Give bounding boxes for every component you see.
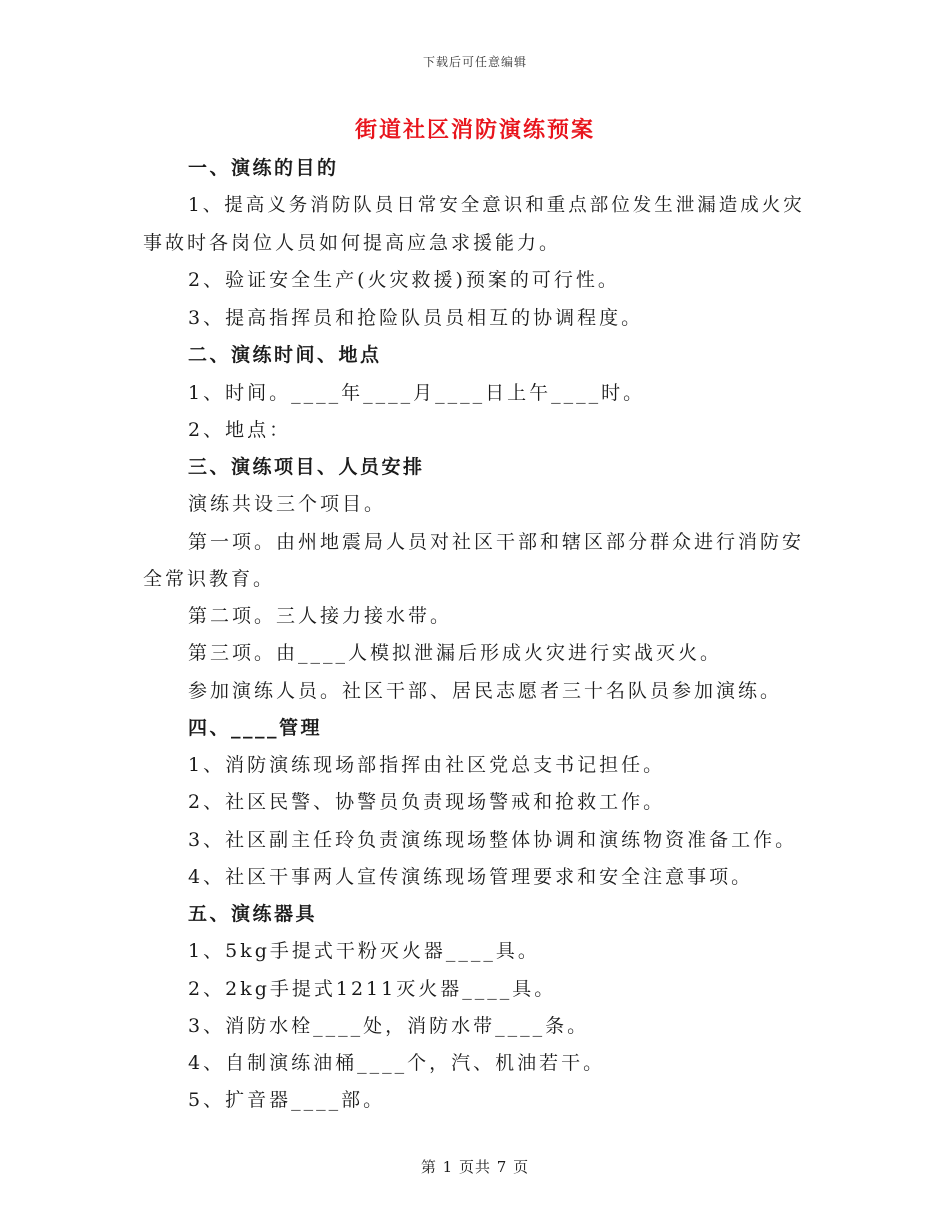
paragraph-line: 2、验证安全生产(火灾救援)预案的可行性。 [188,269,620,291]
paragraph-line: 事故时各岗位人员如何提高应急求援能力。 [143,232,562,254]
paragraph-line: 1、提高义务消防队员日常安全意识和重点部位发生泄漏造成火灾 [188,195,805,216]
paragraph-line: 3、提高指挥员和抢险队员员相互的协调程度。 [188,307,644,329]
section-heading: 四、____管理 [188,717,323,739]
paragraph-line: 2、社区民警、协警员负责现场警戒和抢救工作。 [188,791,666,813]
paragraph-line: 3、消防水栓____处，消防水带____条。 [188,1015,590,1037]
paragraph-line: 全常识教育。 [143,568,276,590]
paragraph-line: 3、社区副主任玲负责演练现场整体协调和演练物资准备工作。 [188,829,798,851]
paragraph-line: 第二项。三人接力接水带。 [188,605,453,627]
section-heading: 五、演练器具 [188,903,318,925]
paragraph-line: 参加演练人员。社区干部、居民志愿者三十名队员参加演练。 [188,680,783,702]
document-title: 街道社区消防演练预案 [354,117,595,143]
section-heading: 一、演练的目的 [188,157,339,179]
paragraph-line: 4、社区干事两人宣传演练现场管理要求和安全注意事项。 [188,866,754,888]
paragraph-line: 演练共设三个项目。 [188,493,387,515]
section-heading: 二、演练时间、地点 [188,344,382,366]
paragraph-line: 第一项。由州地震局人员对社区干部和辖区部分群众进行消防安 [188,531,805,553]
paragraph-line: 2、地点： [188,419,292,441]
page-number-footer: 第 1 页共 7 页 [420,1158,530,1176]
paragraph-line: 1、消防演练现场部指挥由社区党总支书记担任。 [188,754,666,776]
paragraph-line: 第三项。由____人模拟泄漏后形成火灾进行实战灭火。 [188,642,723,664]
paragraph-line: 1、时间。____年____月____日上午____时。 [188,382,646,404]
paragraph-line: 2、2kg手提式1211灭火器____具。 [188,978,557,1000]
paragraph-line: 1、5kg手提式干粉灭火器____具。 [188,940,540,962]
page-header-note: 下载后可任意编辑 [422,55,527,69]
section-heading: 三、演练项目、人员安排 [188,456,425,478]
paragraph-line: 5、扩音器____部。 [188,1089,386,1111]
paragraph-line: 4、自制演练油桶____个，汽、机油若干。 [188,1052,606,1074]
